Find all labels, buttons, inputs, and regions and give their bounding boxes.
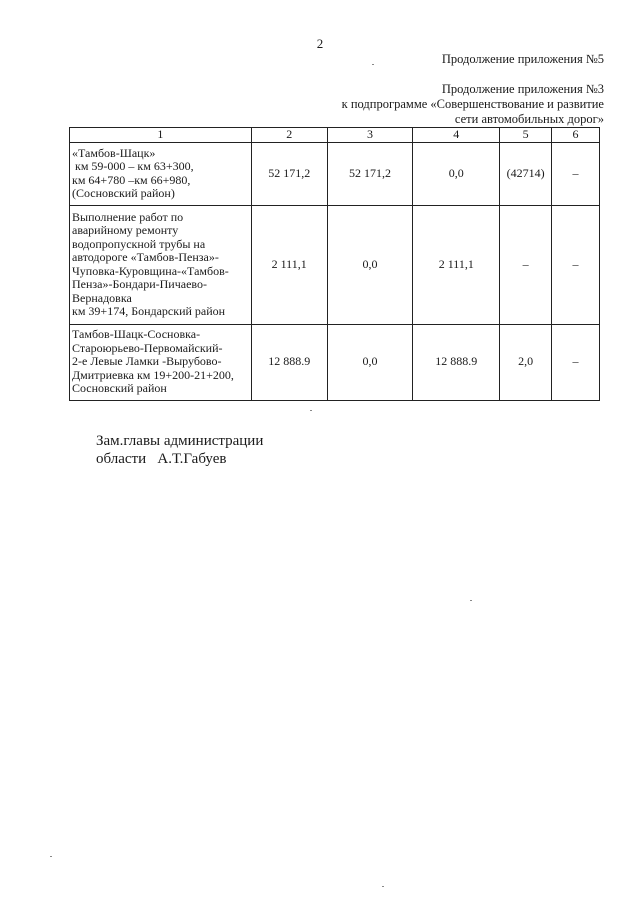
scan-speck	[382, 886, 384, 887]
road-name-line: 2-е Левые Ламки -Вырубово-	[72, 354, 222, 369]
appendix-header-line2: к подпрограмме «Совершенствование и развитие	[341, 97, 604, 111]
value-cell: 52 171,2	[251, 142, 327, 205]
value-cell: –	[552, 142, 600, 205]
road-name-line: Староюрьево-Первомайский-	[72, 340, 223, 355]
value-cell: –	[500, 205, 552, 324]
road-name-line: км 39+174, Бондарский район	[72, 304, 226, 318]
table-row	[70, 324, 600, 400]
page-number: 2	[316, 36, 324, 51]
value-cell: –	[552, 205, 600, 324]
road-name-line: км 59-000 – км 63+300,	[72, 159, 194, 173]
signature-name: области А.Т.Габуев	[96, 451, 227, 467]
value-cell: 52 171,2	[327, 142, 413, 205]
road-name-line: км 64+780 –км 66+980,	[72, 172, 191, 187]
scan-speck	[372, 64, 374, 65]
road-name-cell	[70, 324, 252, 400]
column-header: 5	[500, 128, 552, 143]
scan-speck	[310, 410, 312, 411]
column-header: 4	[413, 128, 500, 143]
road-name-line: водопропускной трубы на	[72, 236, 206, 251]
appendix-header-line3: сети автомобильных дорог»	[454, 112, 604, 126]
road-name-line: Выполнение работ по	[72, 209, 184, 224]
continuation-note-5: Продолжение приложения №5	[441, 52, 604, 66]
road-name-line: Тамбов-Шацк-Сосновка-	[72, 327, 201, 342]
road-name-cell	[70, 142, 252, 205]
column-header: 1	[70, 128, 252, 143]
appendix-header	[342, 82, 604, 127]
road-name-line: (Сосновский район)	[72, 186, 175, 200]
value-cell: 2,0	[500, 324, 552, 400]
value-cell: 12 888.9	[251, 324, 327, 400]
table-row	[70, 142, 600, 205]
value-cell: 2 111,1	[251, 205, 327, 324]
table-row	[70, 205, 600, 324]
road-name-line: Пенза»-Бондари-Пичаево-	[72, 277, 207, 291]
column-header: 6	[552, 128, 600, 143]
value-cell: 2 111,1	[413, 205, 500, 324]
table-header-row	[70, 128, 600, 143]
column-header: 3	[327, 128, 413, 143]
data-table	[69, 127, 600, 401]
road-name-line: Чуповка-Куровщина-«Тамбов-	[72, 263, 229, 278]
appendix-header-line1: Продолжение приложения №3	[441, 82, 604, 96]
road-name-cell	[70, 205, 252, 324]
signature-title: Зам.главы администрации	[96, 433, 264, 449]
value-cell: (42714)	[500, 142, 552, 205]
value-cell: 0,0	[327, 205, 413, 324]
road-name-line: Сосновский район	[72, 381, 167, 396]
value-cell: 0,0	[327, 324, 413, 400]
value-cell: 0,0	[413, 142, 500, 205]
scan-speck	[470, 600, 472, 601]
column-header: 2	[251, 128, 327, 143]
road-name-line: «Тамбов-Шацк»	[72, 145, 156, 160]
value-cell: –	[552, 324, 600, 400]
road-name-line: аварийному ремонту	[72, 223, 179, 237]
road-name-line: Вернадовка	[72, 290, 132, 305]
scan-speck	[50, 856, 52, 857]
signature-block	[96, 432, 263, 468]
road-name-line: Дмитриевка км 19+200-21+200,	[72, 367, 234, 382]
value-cell: 12 888.9	[413, 324, 500, 400]
road-name-line: автодороге «Тамбов-Пенза»-	[72, 250, 219, 264]
